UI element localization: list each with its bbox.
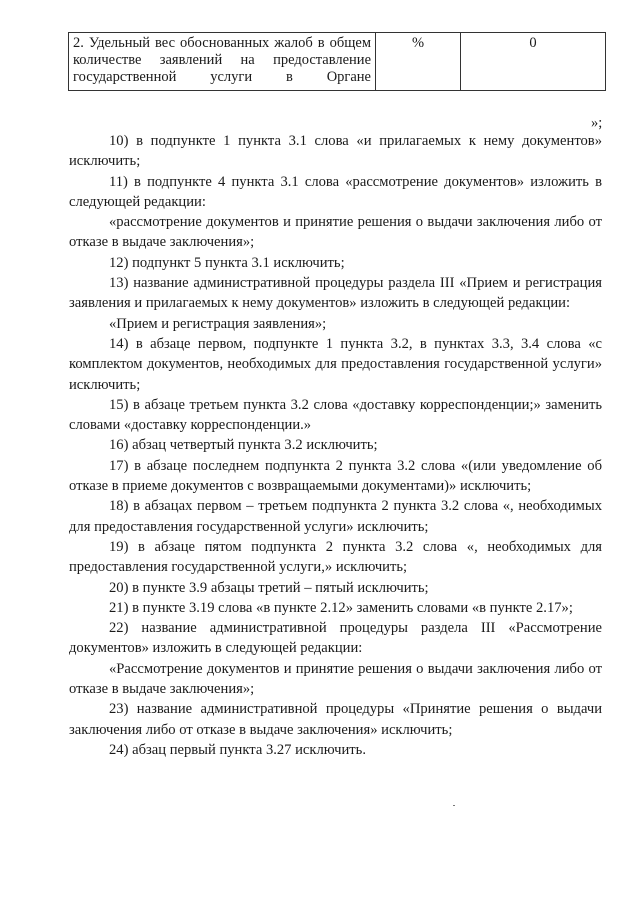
paragraph-17: 17) в абзаце последнем подпункта 2 пункта 3.2 слова «(или уведомление об отказе в приеме документов с возвращаемыми документами)» исключить; xyxy=(69,457,602,495)
paragraph-13-quote: «Прием и регистрация заявления»; xyxy=(109,315,327,332)
paragraph-10: 10) в подпункте 1 пункта 3.1 слова «и прилагаемых к нему документов» исключить; xyxy=(69,133,602,170)
paragraph-22-quote: «Рассмотрение документов и принятие решения о выдачи заключения либо от отказе в выдаче заключения»; xyxy=(69,660,602,698)
paragraph-24: 24) абзац первый пункта 3.27 исключить. xyxy=(109,741,366,758)
paragraph-18: 18) в абзацах первом – третьем подпункта 2 пункта 3.2 слова «, необходимых для предоставления государственной услуги» исключить; xyxy=(69,498,602,535)
indicator-unit: % xyxy=(411,35,425,51)
indicator-name-cell xyxy=(69,33,376,91)
indicator-value: 0 xyxy=(529,35,537,51)
paragraph-22: 22) название административной процедуры раздела III «Рассмотрение документов» изложить в следующей редакции: xyxy=(69,620,602,657)
paragraph-13: 13) название административной процедуры раздела III «Прием и регистрация заявления и прилагаемых к нему документов» изложить в следующей редакции: xyxy=(69,275,602,312)
paragraph-23: 23) название административной процедуры «Принятие решения о выдачи заключения либо от отказе в выдаче заключения» исключить; xyxy=(69,701,602,738)
paragraph-14: 14) в абзаце первом, подпункте 1 пункта 3.2, в пунктах 3.3, 3.4 слова «с комплектом документов, необходимых для предоставления государственной услуги» исключить; xyxy=(69,335,602,393)
scan-speck xyxy=(453,805,455,806)
paragraph-16: 16) абзац четвертый пункта 3.2 исключить; xyxy=(109,437,378,454)
indicator-value-cell xyxy=(461,33,606,91)
paragraph-19: 19) в абзаце пятом подпункта 2 пункта 3.2 слова «, необходимых для предоставления государственной услуги,» исключить; xyxy=(69,538,602,576)
paragraph-12: 12) подпункт 5 пункта 3.1 исключить; xyxy=(109,254,345,271)
paragraph-21: 21) в пункте 3.19 слова «в пункте 2.12» заменить словами «в пункте 2.17»; xyxy=(109,599,573,616)
paragraph-11: 11) в подпункте 4 пункта 3.1 слова «рассмотрение документов» изложить в следующей редакции: xyxy=(69,173,602,210)
indicator-name: 2. Удельный вес обоснованных жалоб в общем количестве заявлений на предоставление государственной услуги в Органе xyxy=(73,35,371,85)
paragraph-15: 15) в абзаце третьем пункта 3.2 слова «доставку корреспонденции;» заменить словами «доставку корреспонденции.» xyxy=(69,396,602,434)
amendments-text xyxy=(69,131,602,760)
indicator-table xyxy=(68,32,606,91)
paragraph-20: 20) в пункте 3.9 абзацы третий – пятый исключить; xyxy=(109,579,429,596)
paragraph-11-quote: «рассмотрение документов и принятие решения о выдачи заключения либо от отказе в выдаче заключения»; xyxy=(69,214,602,251)
table-closing-quote: »; xyxy=(591,115,603,131)
indicator-unit-cell xyxy=(376,33,461,91)
table-row xyxy=(69,33,606,91)
